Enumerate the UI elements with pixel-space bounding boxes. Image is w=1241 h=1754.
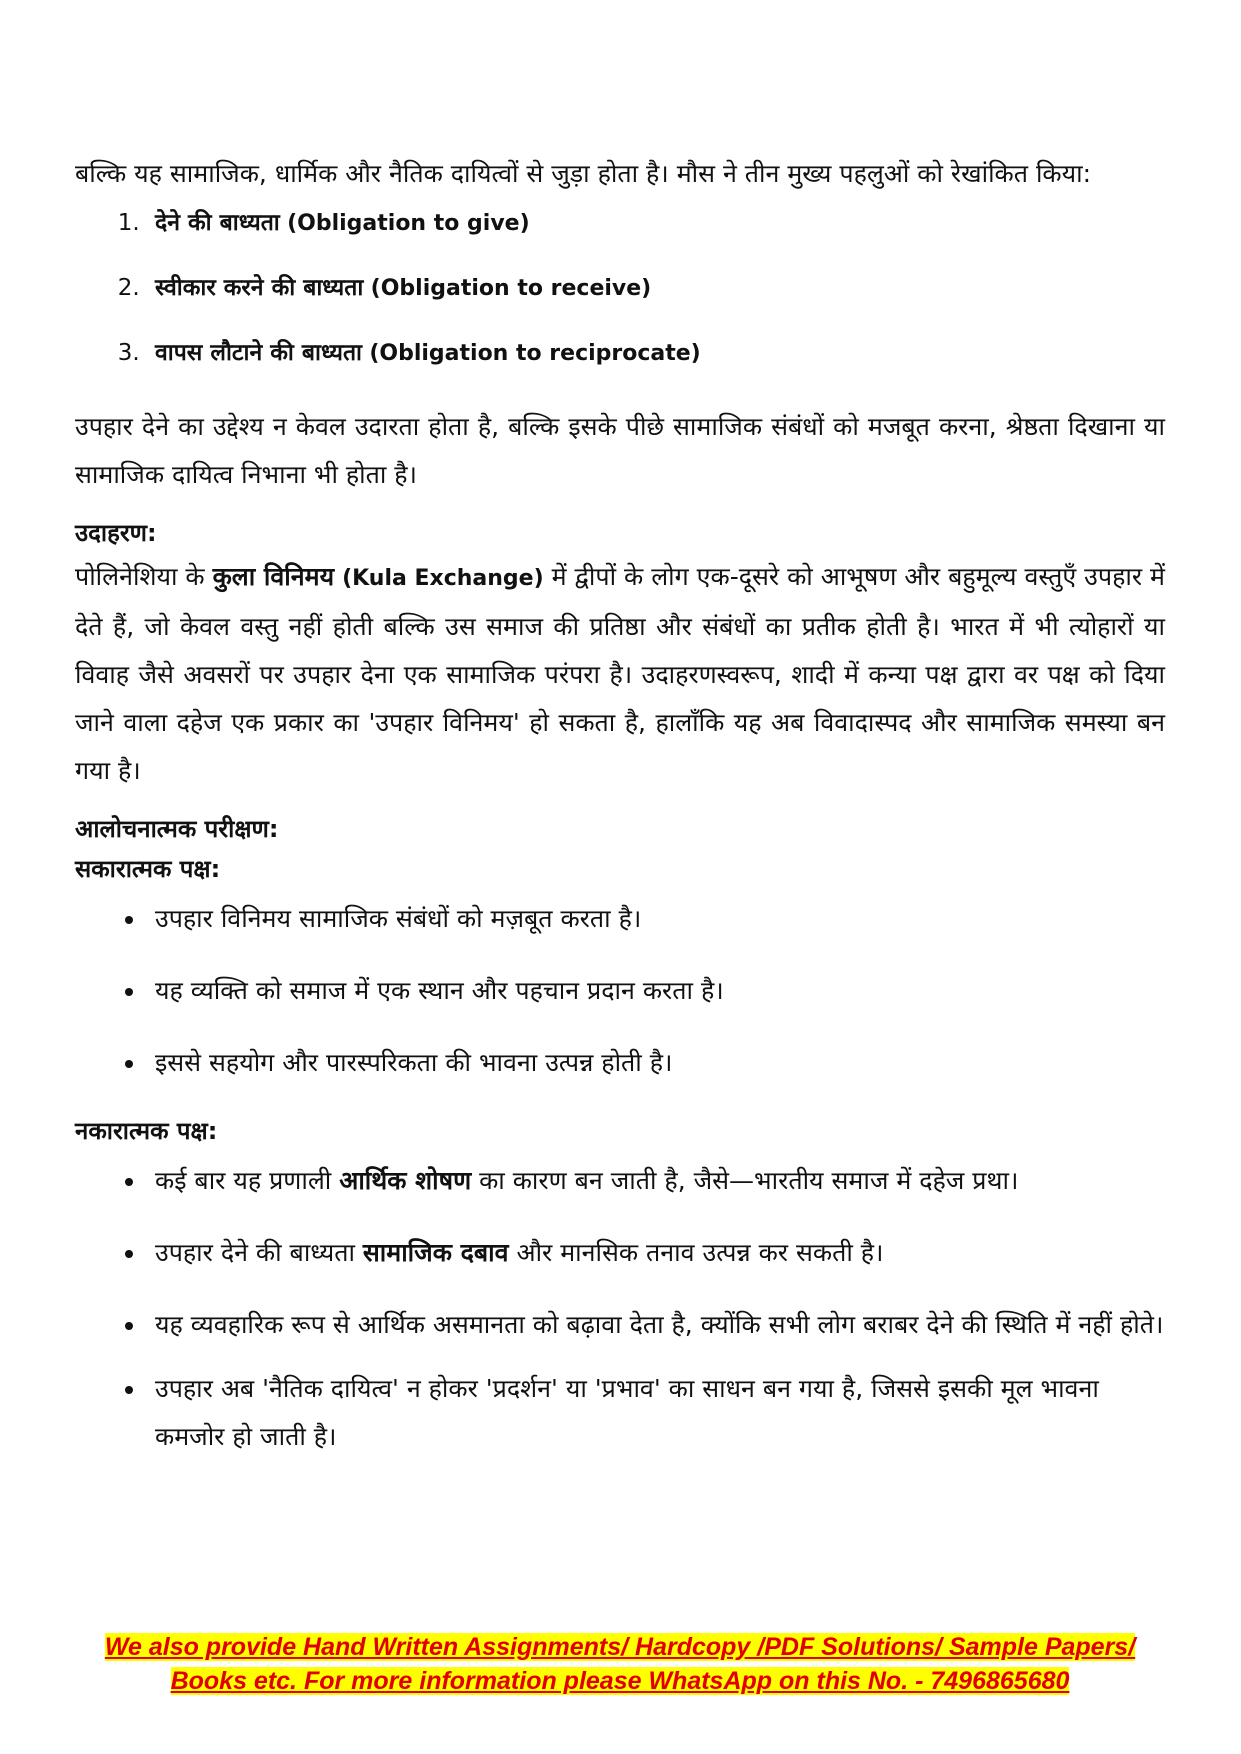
example-paragraph [75, 553, 1165, 795]
negative-text: उपहार देने की बाध्यता [155, 1238, 355, 1267]
promo-footer [60, 1630, 1180, 1698]
example-heading: उदाहरण: [75, 519, 157, 547]
obligation-item [147, 273, 1165, 304]
example-post: में द्वीपों के लोग एक-दूसरे को आभूषण और बहुमूल्य वस्तुएँ उपहार में देते हैं, जो केवल वस्तु नहीं होती बल्कि उस समाज की प्रतिष्ठा और संबंधों का प्रतीक होती है। भारत में भी त्योहारों या विवाह जैसे अवसरों पर उपहार देना एक सामाजिक परंपरा है। उदाहरणस्वरूप, शादी में कन्या पक्ष द्वारा वर पक्ष को दिया जाने वाला दहेज एक प्रकार का 'उपहार विनिमय' हो सकता है, हालाँकि यह अब विवादास्पद और सामाजिक समस्या बन गया है। [75, 562, 1165, 785]
positive-item: • यह व्यक्ति को समाज में एक स्थान और पहचान प्रदान करता है। [147, 967, 1165, 1015]
negative-list [75, 1157, 1165, 1461]
page-content [75, 150, 1165, 1477]
negative-text: उपहार अब 'नैतिक दायित्व' न होकर 'प्रदर्शन' या 'प्रभाव' का साधन बन गया है, जिससे इसकी मूल भावना कमजोर हो जाती है। [155, 1374, 1099, 1451]
obligation-item [147, 338, 1165, 369]
example-bold-english: (Kula Exchange) [342, 566, 544, 591]
obligation-hindi: स्वीकार करने की बाध्यता [155, 275, 364, 301]
positive-item: • उपहार विनिमय सामाजिक संबंधों को मज़बूत करता है। [147, 895, 1165, 943]
negative-bold: आर्थिक शोषण [339, 1166, 472, 1195]
negative-item [147, 1229, 1165, 1277]
obligation-english: (Obligation to receive) [370, 276, 652, 301]
obligation-english: (Obligation to reciprocate) [369, 341, 701, 366]
negative-text: का कारण बन जाती है, जैसे—भारतीय समाज में दहेज प्रथा। [479, 1166, 1019, 1195]
purpose-paragraph: उपहार देने का उद्देश्य न केवल उदारता होता है, बल्कि इसके पीछे सामाजिक संबंधों को मजबूत करना, श्रेष्ठता दिखाना या सामाजिक दायित्व निभाना भी होता है। [75, 412, 1165, 489]
obligation-item [147, 208, 1165, 239]
negative-item [147, 1365, 1165, 1461]
negative-text: कई बार यह प्रणाली [155, 1166, 332, 1195]
example-pre: पोलिनेशिया के [75, 562, 205, 591]
promo-line-1: We also provide Hand Written Assignments/ Hardcopy /PDF Solutions/ Sample Papers/ [104, 1633, 1136, 1661]
example-bold-term: कुला विनिमय [212, 562, 335, 591]
negative-bold: सामाजिक दबाव [362, 1238, 509, 1267]
obligation-hindi: वापस लौटाने की बाध्यता [155, 340, 363, 366]
intro-paragraph: बल्कि यह सामाजिक, धार्मिक और नैतिक दायित्वों से जुड़ा होता है। मौस ने तीन मुख्य पहलुओं को रेखांकित किया: [75, 159, 1092, 188]
obligations-list [75, 208, 1165, 369]
positive-item: • इससे सहयोग और पारस्परिकता की भावना उत्पन्न होती है। [147, 1039, 1165, 1087]
negative-item [147, 1301, 1165, 1349]
negative-text: यह व्यवहारिक रूप से आर्थिक असमानता को बढ़ावा देता है, क्योंकि सभी लोग बराबर देने की स्थिति में नहीं होते। [155, 1310, 1164, 1339]
negative-item [147, 1157, 1165, 1205]
obligation-hindi: देने की बाध्यता [155, 210, 280, 236]
negative-heading: नकारात्मक पक्ष: [75, 1117, 218, 1145]
negative-text: और मानसिक तनाव उत्पन्न कर सकती है। [516, 1238, 884, 1267]
positive-list [75, 895, 1165, 1087]
positive-heading: सकारात्मक पक्ष: [75, 855, 221, 883]
obligation-english: (Obligation to give) [287, 211, 530, 236]
critique-heading: आलोचनात्मक परीक्षण: [75, 815, 279, 843]
promo-line-2: Books etc. For more information please WhatsApp on this No. - 7496865680 [170, 1667, 1070, 1695]
